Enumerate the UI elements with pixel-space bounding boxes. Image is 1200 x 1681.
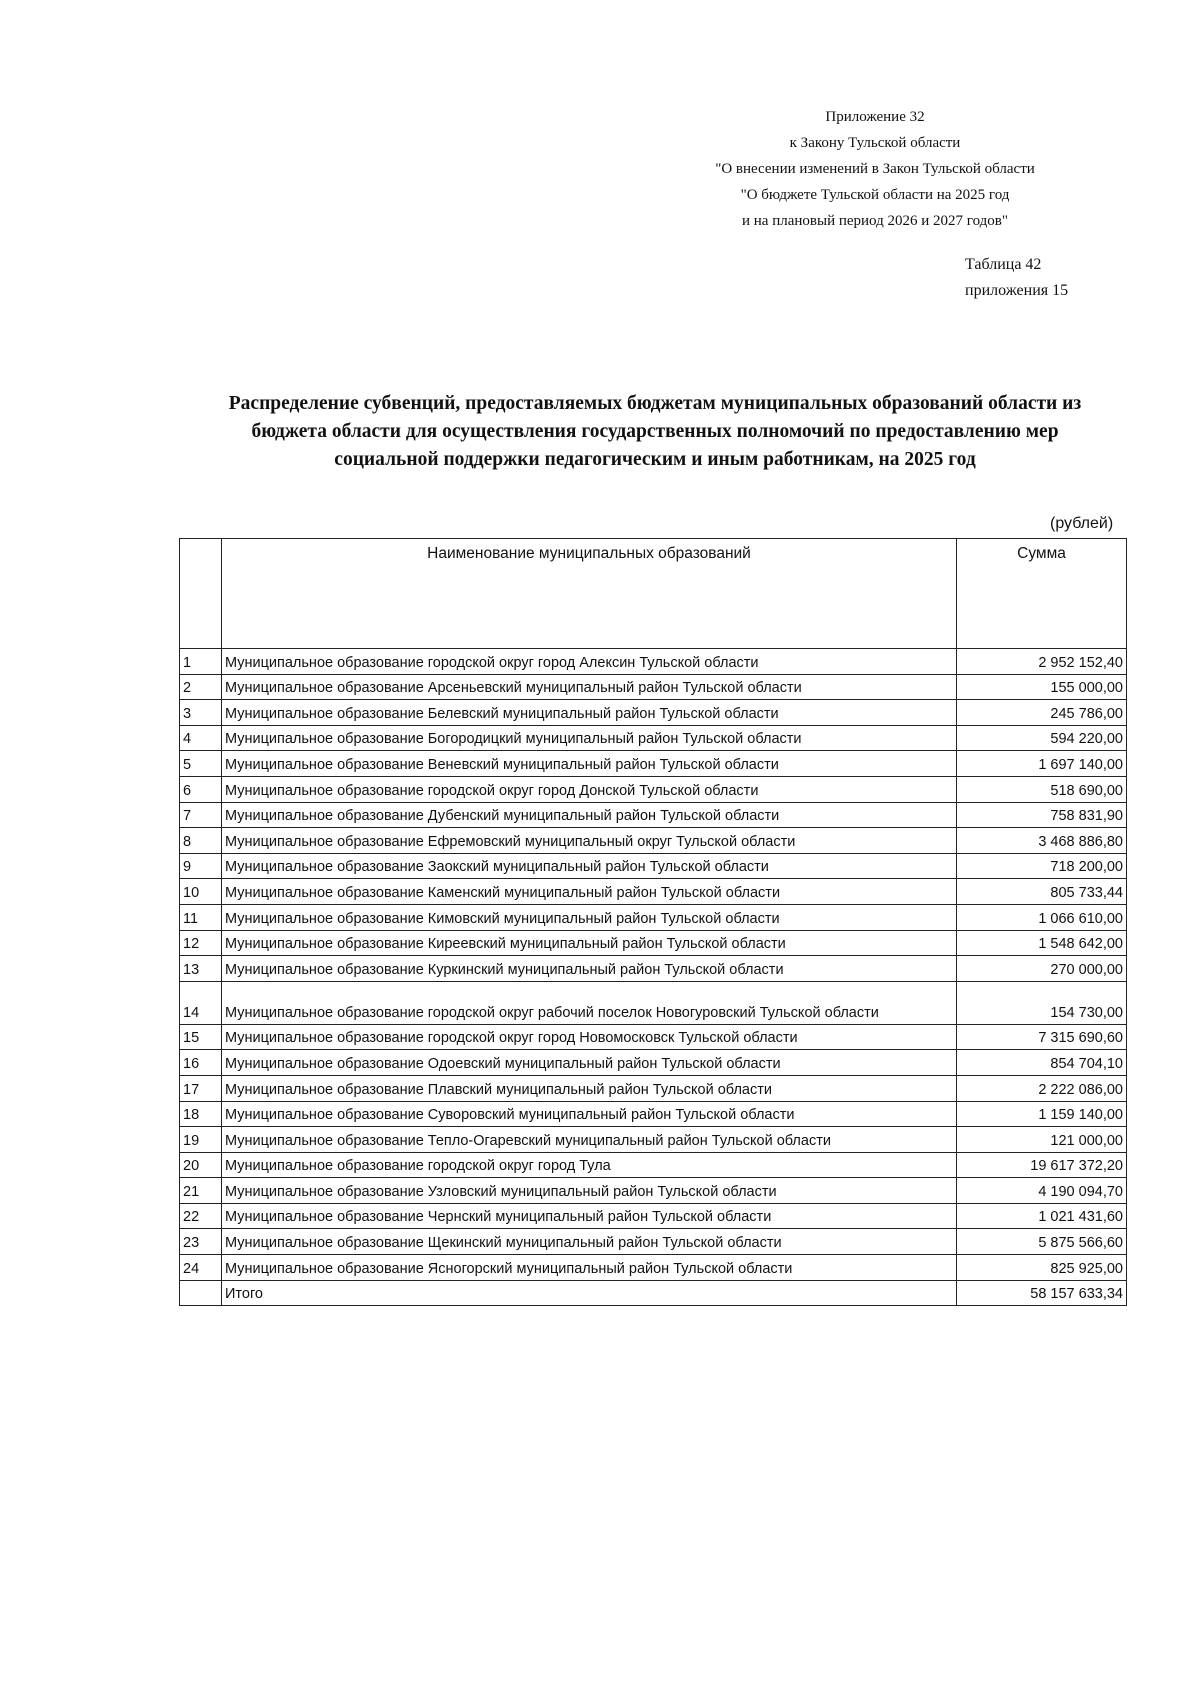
- annex-reference-block: [660, 104, 1090, 234]
- row-num: 10: [180, 879, 222, 905]
- row-name: Муниципальное образование Узловский муниципальный район Тульской области: [222, 1178, 957, 1204]
- row-sum: 19 617 372,20: [957, 1152, 1127, 1178]
- row-sum: 4 190 094,70: [957, 1178, 1127, 1204]
- row-sum: 594 220,00: [957, 725, 1127, 751]
- row-num: 2: [180, 674, 222, 700]
- row-name: Муниципальное образование городской округ рабочий поселок Новогуровский Тульской области: [222, 981, 957, 1024]
- table-row: [180, 956, 1127, 982]
- row-sum: 270 000,00: [957, 956, 1127, 982]
- table-row: [180, 1075, 1127, 1101]
- row-sum: 718 200,00: [957, 853, 1127, 879]
- row-num: 7: [180, 802, 222, 828]
- annex-line-5: и на плановый период 2026 и 2027 годов": [742, 213, 1008, 229]
- title-line-3: социальной поддержки педагогическим и иным работникам, на 2025 год: [334, 449, 976, 470]
- row-sum: 1 548 642,00: [957, 930, 1127, 956]
- row-sum: 1 159 140,00: [957, 1101, 1127, 1127]
- row-name: Муниципальное образование Богородицкий муниципальный район Тульской области: [222, 725, 957, 751]
- row-num: 1: [180, 649, 222, 675]
- row-name: Муниципальное образование городской округ город Донской Тульской области: [222, 776, 957, 802]
- row-sum: 245 786,00: [957, 700, 1127, 726]
- row-name: Муниципальное образование Арсеньевский муниципальный район Тульской области: [222, 674, 957, 700]
- row-num: 4: [180, 725, 222, 751]
- row-name: Муниципальное образование Белевский муниципальный район Тульской области: [222, 700, 957, 726]
- row-num: 22: [180, 1203, 222, 1229]
- table-header-row: [180, 539, 1127, 649]
- row-num: 24: [180, 1255, 222, 1281]
- table-row: [180, 1255, 1127, 1281]
- row-sum: 2 952 152,40: [957, 649, 1127, 675]
- row-name: Муниципальное образование Щекинский муниципальный район Тульской области: [222, 1229, 957, 1255]
- row-name: Муниципальное образование Чернский муниципальный район Тульской области: [222, 1203, 957, 1229]
- row-name: Муниципальное образование городской округ город Алексин Тульской области: [222, 649, 957, 675]
- row-num: 11: [180, 904, 222, 930]
- table-row: [180, 930, 1127, 956]
- table-reference-block: [965, 252, 1068, 304]
- total-num: [180, 1280, 222, 1306]
- table-row: [180, 1127, 1127, 1153]
- table-row: [180, 649, 1127, 675]
- table-row: [180, 904, 1127, 930]
- row-name: Муниципальное образование Суворовский муниципальный район Тульской области: [222, 1101, 957, 1127]
- header-sum: Сумма: [957, 539, 1127, 649]
- row-sum: 758 831,90: [957, 802, 1127, 828]
- subvention-table: [179, 538, 1127, 1306]
- annex-line-4: "О бюджете Тульской области на 2025 год: [740, 187, 1010, 203]
- table-row: [180, 725, 1127, 751]
- row-num: 18: [180, 1101, 222, 1127]
- table-row: [180, 1050, 1127, 1076]
- table-row: [180, 879, 1127, 905]
- row-sum: 3 468 886,80: [957, 828, 1127, 854]
- table-row: [180, 1152, 1127, 1178]
- row-sum: 825 925,00: [957, 1255, 1127, 1281]
- row-sum: 805 733,44: [957, 879, 1127, 905]
- table-row: [180, 1229, 1127, 1255]
- row-name: Муниципальное образование Веневский муниципальный район Тульской области: [222, 751, 957, 777]
- table-ref-line-1: Таблица 42: [965, 256, 1042, 273]
- row-name: Муниципальное образование Кимовский муниципальный район Тульской области: [222, 904, 957, 930]
- title-line-1: Распределение субвенций, предоставляемых бюджетам муниципальных образований области из: [228, 393, 1082, 414]
- row-sum: 155 000,00: [957, 674, 1127, 700]
- row-sum: 518 690,00: [957, 776, 1127, 802]
- table-total-row: [180, 1280, 1127, 1306]
- table-row: [180, 853, 1127, 879]
- table-row: [180, 700, 1127, 726]
- total-label: Итого: [222, 1280, 957, 1306]
- table-row: [180, 981, 1127, 1024]
- header-name: Наименование муниципальных образований: [222, 539, 957, 649]
- row-name: Муниципальное образование Тепло-Огаревский муниципальный район Тульской области: [222, 1127, 957, 1153]
- row-num: 8: [180, 828, 222, 854]
- row-sum: 5 875 566,60: [957, 1229, 1127, 1255]
- row-sum: 1 066 610,00: [957, 904, 1127, 930]
- table-ref-line-2: приложения 15: [965, 282, 1069, 299]
- row-name: Муниципальное образование Киреевский муниципальный район Тульской области: [222, 930, 957, 956]
- table-row: [180, 1203, 1127, 1229]
- row-name: Муниципальное образование Одоевский муниципальный район Тульской области: [222, 1050, 957, 1076]
- row-num: 15: [180, 1024, 222, 1050]
- table-row: [180, 776, 1127, 802]
- table-row: [180, 1101, 1127, 1127]
- row-name: Муниципальное образование Куркинский муниципальный район Тульской области: [222, 956, 957, 982]
- row-name: Муниципальное образование городской округ город Новомосковск Тульской области: [222, 1024, 957, 1050]
- row-sum: 2 222 086,00: [957, 1075, 1127, 1101]
- row-name: Муниципальное образование Ефремовский муниципальный округ Тульской области: [222, 828, 957, 854]
- row-sum: 121 000,00: [957, 1127, 1127, 1153]
- row-num: 14: [180, 981, 222, 1024]
- row-sum: 1 021 431,60: [957, 1203, 1127, 1229]
- row-num: 17: [180, 1075, 222, 1101]
- document-title: [170, 390, 1140, 474]
- row-num: 5: [180, 751, 222, 777]
- annex-line-1: Приложение 32: [825, 109, 925, 125]
- row-num: 6: [180, 776, 222, 802]
- row-num: 19: [180, 1127, 222, 1153]
- row-num: 16: [180, 1050, 222, 1076]
- table-row: [180, 802, 1127, 828]
- annex-line-3: "О внесении изменений в Закон Тульской области: [715, 161, 1035, 177]
- total-sum: 58 157 633,34: [957, 1280, 1127, 1306]
- units-label: (рублей): [1050, 515, 1114, 532]
- row-num: 13: [180, 956, 222, 982]
- row-sum: 7 315 690,60: [957, 1024, 1127, 1050]
- title-line-2: бюджета области для осуществления государственных полномочий по предоставлению мер: [251, 421, 1059, 442]
- row-num: 12: [180, 930, 222, 956]
- row-num: 21: [180, 1178, 222, 1204]
- annex-line-2: к Закону Тульской области: [789, 135, 961, 151]
- row-num: 23: [180, 1229, 222, 1255]
- row-name: Муниципальное образование Плавский муниципальный район Тульской области: [222, 1075, 957, 1101]
- row-name: Муниципальное образование городской округ город Тула: [222, 1152, 957, 1178]
- row-name: Муниципальное образование Ясногорский муниципальный район Тульской области: [222, 1255, 957, 1281]
- row-sum: 854 704,10: [957, 1050, 1127, 1076]
- table-row: [180, 751, 1127, 777]
- row-name: Муниципальное образование Дубенский муниципальный район Тульской области: [222, 802, 957, 828]
- row-num: 9: [180, 853, 222, 879]
- row-name: Муниципальное образование Каменский муниципальный район Тульской области: [222, 879, 957, 905]
- table-row: [180, 1178, 1127, 1204]
- table-row: [180, 674, 1127, 700]
- table-row: [180, 828, 1127, 854]
- row-name: Муниципальное образование Заокский муниципальный район Тульской области: [222, 853, 957, 879]
- row-sum: 154 730,00: [957, 981, 1127, 1024]
- table-row: [180, 1024, 1127, 1050]
- row-num: 20: [180, 1152, 222, 1178]
- row-sum: 1 697 140,00: [957, 751, 1127, 777]
- header-num: [180, 539, 222, 649]
- row-num: 3: [180, 700, 222, 726]
